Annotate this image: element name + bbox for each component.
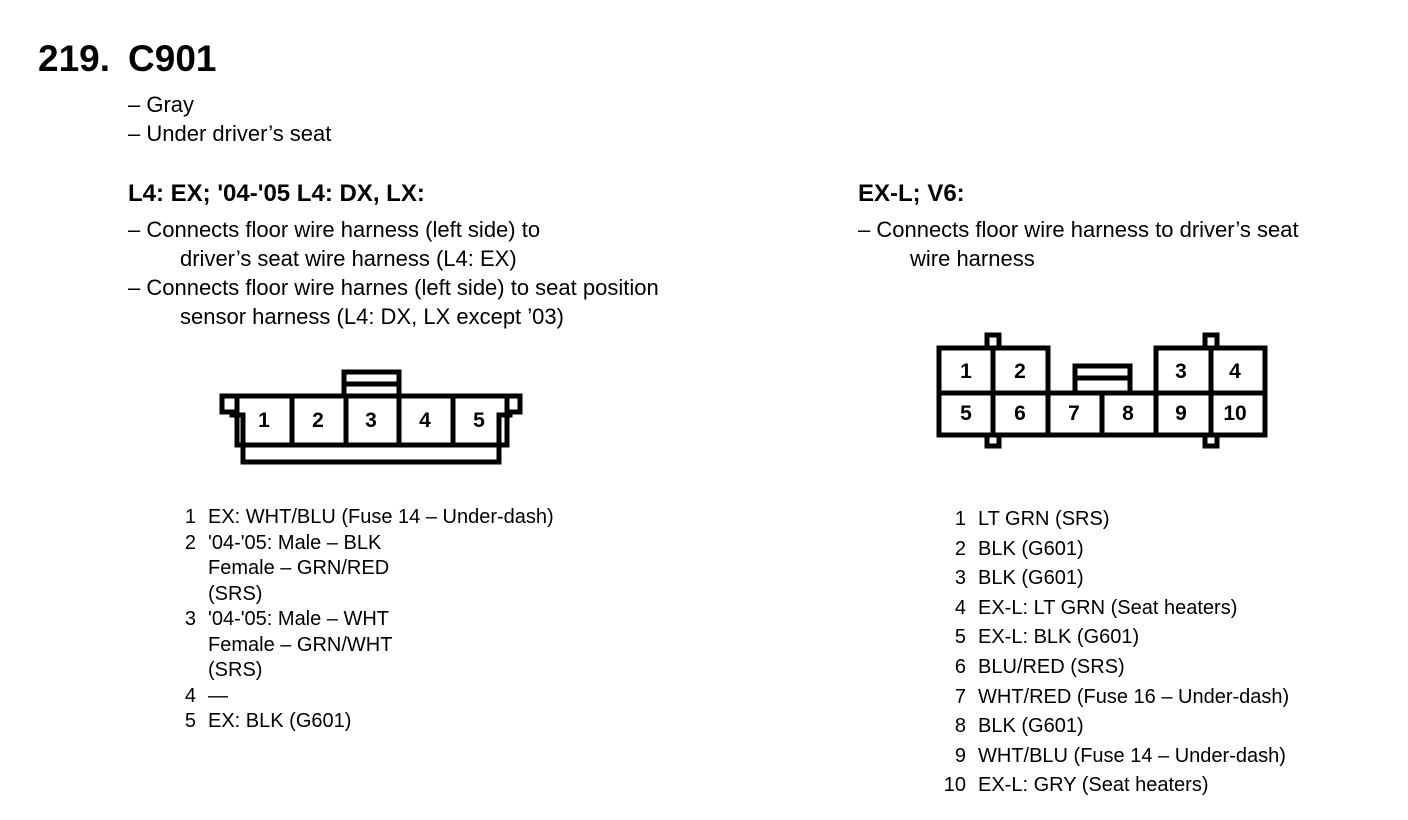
pin-description-line: '04-'05: Male – WHT [208,608,390,630]
right-pin-label-6: 6 [1014,402,1026,425]
pin-description [196,607,392,684]
right-pin-row [940,623,1289,653]
right-section-title: EX-L; V6: [858,180,965,207]
pin-description: EX: WHT/BLU (Fuse 14 – Under-dash) [208,506,554,528]
pin-description: EX-L: LT GRN (Seat heaters) [978,596,1238,619]
left-pin-label-1: 1 [258,409,270,432]
pin-number: 2 [954,537,966,560]
left-section-title: L4: EX; '04-'05 L4: DX, LX: [128,180,425,207]
pin-description: WHT/RED (Fuse 16 – Under-dash) [978,685,1290,708]
right-pin-list [940,505,1289,801]
pin-description: BLU/RED (SRS) [978,655,1125,678]
left-bullet-1-line2: driver’s seat wire harness (L4: EX) [180,246,517,271]
pin-description: BLK (G601) [978,715,1084,738]
left-pin-row [172,505,554,531]
right-pin-label-7: 7 [1068,402,1080,425]
right-pin-label-2: 2 [1014,360,1026,383]
pin-number: 8 [954,715,966,738]
left-pin-list [172,505,554,735]
right-connector-diagram [930,328,1275,453]
pin-description: BLK (G601) [978,567,1084,590]
pin-description-line: (SRS) [208,659,263,681]
pin-description [196,531,389,608]
pin-number: 7 [954,685,966,708]
right-pin-label-10: 10 [1223,402,1247,425]
pin-number: 6 [954,655,966,678]
right-key-bottom-right [1205,435,1217,446]
left-pin-row [172,684,554,710]
right-pin-row [940,771,1289,801]
right-key-bottom-left [987,435,999,446]
left-bullet-1-line1: – Connects floor wire harness (left side) to [128,217,541,242]
pin-number: 9 [954,744,966,767]
right-pin-label-4: 4 [1229,360,1241,383]
left-bullet-list [128,215,659,331]
right-pin-row [940,594,1289,624]
location-description: – Under driver’s seat [128,121,332,146]
pin-description: BLK (G601) [978,537,1084,560]
pin-description-line: '04-'05: Male – BLK [208,531,382,554]
pin-number: 1 [184,506,196,528]
right-pin-label-5: 5 [960,402,972,425]
right-key-top-right [1205,335,1217,348]
pin-number: 3 [184,608,196,630]
pin-description: EX: BLK (G601) [208,710,352,732]
connector-number: 219. [38,38,111,79]
pin-number: 10 [943,774,966,797]
left-connector-diagram [210,360,540,475]
left-pin-row [172,709,554,735]
pin-number: 3 [954,567,966,590]
right-pin-label-3: 3 [1175,360,1187,383]
pin-number: 5 [184,710,196,732]
left-bullet-2-line1: – Connects floor wire harnes (left side) to seat position [128,275,659,300]
right-pin-row [940,683,1289,713]
page-title [38,38,216,80]
left-pin-label-3: 3 [365,409,377,432]
pin-description-line: (SRS) [208,582,263,605]
color-description: – Gray [128,92,195,117]
pin-description: EX-L: BLK (G601) [978,626,1140,649]
pin-number: 2 [184,531,196,554]
right-pin-row [940,712,1289,742]
right-pin-row [940,535,1289,565]
pin-number: 5 [954,626,966,649]
right-pin-row [940,742,1289,772]
right-bullet-list [858,215,1299,273]
right-pin-label-8: 8 [1122,402,1134,425]
left-bullet-2-line2: sensor harness (L4: DX, LX except ’03) [180,304,564,329]
pin-description-line: Female – GRN/RED [208,557,390,579]
left-pin-label-2: 2 [312,409,324,432]
left-pin-label-4: 4 [419,409,431,432]
connector-code: C901 [128,38,217,79]
pin-number: 1 [954,508,966,530]
right-bullet-1-line2: wire harness [910,246,1035,271]
right-pin-label-1: 1 [960,360,972,383]
left-pin-row [172,607,554,684]
right-bullet-1-line1: – Connects floor wire harness to driver’s seat [858,217,1299,242]
left-pin-label-5: 5 [473,409,485,432]
pin-description: LT GRN (SRS) [978,508,1110,530]
right-pin-row [940,564,1289,594]
pin-description: WHT/BLU (Fuse 14 – Under-dash) [978,744,1286,767]
right-pin-label-9: 9 [1175,402,1187,425]
left-pin-row [172,531,554,608]
pin-number: 4 [184,684,196,707]
pin-description: EX-L: GRY (Seat heaters) [978,774,1209,797]
right-key-top-left [987,335,999,348]
pin-number: 4 [954,596,966,619]
pin-description-line: Female – GRN/WHT [208,633,393,656]
right-pin-row [940,653,1289,683]
right-pin-row [940,505,1289,535]
pin-description: — [208,684,228,707]
